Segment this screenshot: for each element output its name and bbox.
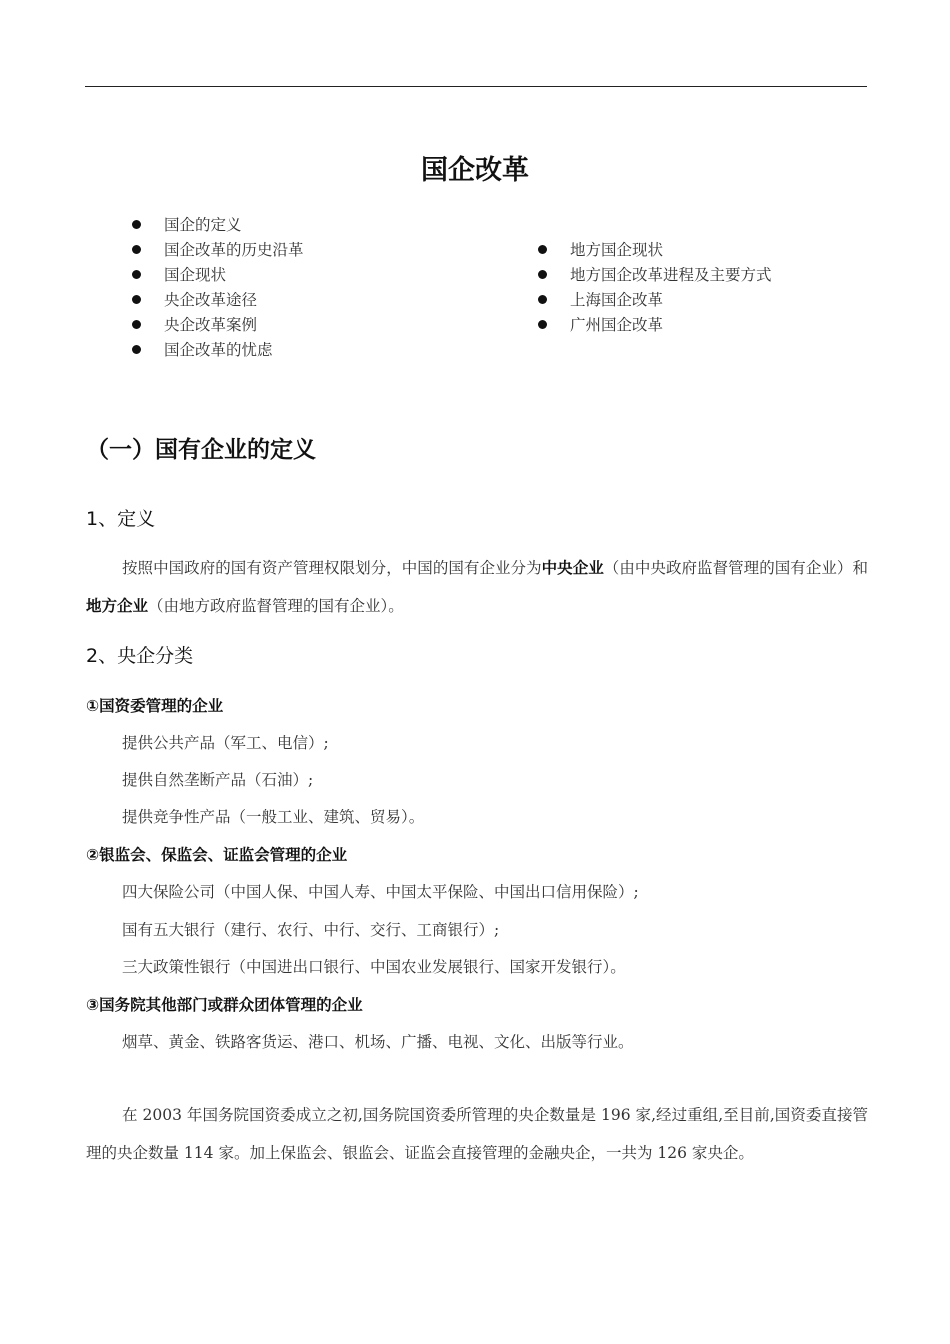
toc-item-label: 央企改革途径 (164, 291, 258, 309)
toc-item[interactable] (130, 288, 304, 313)
group-item: 提供自然垄断产品（石油）; (122, 771, 314, 789)
bullet-icon (538, 245, 547, 254)
toc-item-label: 地方国企改革进程及主要方式 (570, 266, 772, 284)
toc-item-label: 上海国企改革 (570, 291, 664, 309)
group-item: 国有五大银行（建行、农行、中行、交行、工商银行）; (122, 921, 500, 939)
toc-item[interactable] (130, 263, 304, 288)
bullet-icon (132, 220, 141, 229)
toc-item[interactable] (536, 288, 772, 313)
group-item: 烟草、黄金、铁路客货运、港口、机场、广播、电视、文化、出版等行业。 (122, 1033, 634, 1051)
bullet-icon (538, 270, 547, 279)
toc-item-label: 国企现状 (164, 266, 227, 284)
group-title: ③国务院其他部门或群众团体管理的企业 (86, 996, 363, 1014)
group-item: 三大政策性银行（中国进出口银行、中国农业发展银行、国家开发银行）。 (122, 958, 626, 976)
bullet-icon (132, 245, 141, 254)
toc-right-column (536, 238, 772, 338)
bullet-icon (538, 320, 547, 329)
toc-item[interactable] (536, 263, 772, 288)
term-local-enterprise: 地方企业 (86, 596, 149, 615)
toc-item-label: 地方国企现状 (570, 241, 664, 259)
toc-item-label: 国企改革的忧虑 (164, 341, 273, 359)
toc-item[interactable] (536, 238, 772, 263)
bullet-icon (132, 295, 141, 304)
paragraph-text: 按照中国政府的国有资产管理权限划分，中国的国有企业分为 (122, 559, 542, 577)
group-item: 四大保险公司（中国人保、中国人寿、中国太平保险、中国出口信用保险）; (122, 883, 639, 901)
toc-item[interactable] (130, 313, 304, 338)
group-item: 提供竞争性产品（一般工业、建筑、贸易）。 (122, 808, 425, 826)
toc-item[interactable] (536, 313, 772, 338)
group-title: ①国资委管理的企业 (86, 697, 224, 715)
subsection-heading-classification: 2、央企分类 (86, 645, 194, 667)
bullet-icon (132, 320, 141, 329)
toc-item[interactable] (130, 213, 304, 238)
section-heading: （一）国有企业的定义 (86, 437, 316, 463)
paragraph-text: （由地方政府监督管理的国有企业）。 (148, 596, 404, 615)
toc-item[interactable] (130, 238, 304, 263)
toc-item-label: 广州国企改革 (570, 316, 664, 334)
subsection-heading-definition: 1、定义 (86, 508, 156, 530)
toc-item[interactable] (130, 338, 304, 363)
bullet-icon (132, 345, 141, 354)
toc-item-label: 国企改革的历史沿革 (164, 241, 304, 259)
group-item: 提供公共产品（军工、电信）; (122, 734, 329, 752)
paragraph-text: （由中央政府监督管理的国有企业）和 (603, 559, 868, 577)
bullet-icon (132, 270, 141, 279)
group-title: ②银监会、保监会、证监会管理的企业 (86, 846, 348, 864)
header-rule (85, 86, 867, 87)
definition-paragraph (86, 550, 868, 625)
toc-item-label: 央企改革案例 (164, 316, 258, 334)
closing-paragraph: 在 2003 年国务院国资委成立之初,国务院国资委所管理的央企数量是 196 家,经过重组,至目前,国资委直接管理的央企数量 114 家。加上保监会、银监会、证监会直接管理的金融央企，一共为 126 家央企。 (86, 1106, 868, 1162)
toc-item-label: 国企的定义 (164, 216, 242, 234)
term-central-enterprise: 中央企业 (541, 559, 604, 577)
toc-left-column (130, 213, 304, 363)
document-title: 国企改革 (421, 155, 529, 186)
bullet-icon (538, 295, 547, 304)
